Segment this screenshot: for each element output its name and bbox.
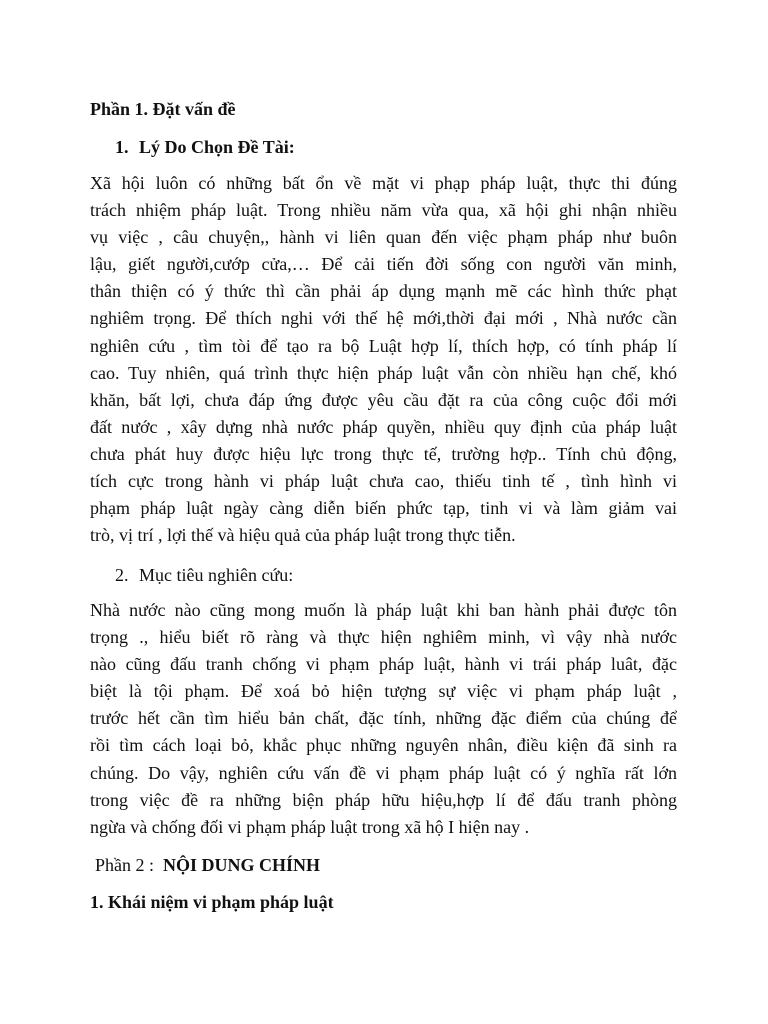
paragraph-line: vụ việc , câu chuyện,, hành vi liên quan đến việc phạm pháp như buôn [90,227,677,248]
paragraph-line: ngừa và chống đối vi phạm pháp luật trong xã hộ I hiện nay . [90,816,530,837]
paragraph-line: trò, vị trí , lợi thế và hiệu quả của pháp luật trong thực tiễn. [90,525,516,546]
paragraph-reason [90,170,677,549]
paragraph-line: khăn, bất lợi, chưa đáp ứng được yêu cầu đặt ra của công cuộc đổi mới [90,389,677,410]
paragraph-line: phạm pháp luật ngày càng diễn biến phức tạp, tinh vi và làm giảm vai [90,498,677,519]
paragraph-line: trọng ., hiểu biết rõ ràng và thực hiện nghiêm minh, vì vậy nhà nước [90,627,677,648]
paragraph-line: trong việc đề ra những biện pháp hữu hiệu,hợp lí để đấu tranh phòng [90,789,677,810]
paragraph-line: nghiên cứu , tìm tòi để tạo ra bộ Luật hợp lí, thích hợp, có tính pháp lí [90,335,677,356]
paragraph-line: nào cũng đấu tranh chống vi phạm pháp luật, hành vi trái pháp luât, đặc [90,654,677,675]
part2-prefix: Phần 2 : [95,855,155,875]
section2-title: Mục tiêu nghiên cứu: [139,565,294,585]
part2-title: NỘI DUNG CHÍNH [163,855,321,875]
concept-heading: 1. Khái niệm vi phạm pháp luật [90,892,334,912]
paragraph-line: Nhà nước nào cũng mong muốn là pháp luật khi ban hành phải được tôn [90,600,677,620]
paragraph-line: trước hết cần tìm hiểu bản chất, đặc tính, những đặc điểm của chúng để [90,708,677,729]
section1-number: 1. [115,137,129,157]
paragraph-line: tích cực trong hành vi pháp luật chưa cao, thiếu tinh tế , tình hình vi [90,471,677,492]
paragraph-line: rồi tìm cách loại bỏ, khắc phục những nguyên nhân, điều kiện đã sinh ra [90,735,677,756]
paragraph-line: nghiêm trọng. Để thích nghi với thế hệ mới,thời đại mới , Nhà nước cần [90,308,677,329]
paragraph-line: chưa phát huy được hiệu lực trong thực tế, trường hợp.. Tính chủ động, [90,443,677,464]
paragraph-line: cao. Tuy nhiên, quá trình thực hiện pháp luật vẫn còn nhiều hạn chế, khó [90,362,677,383]
section1-title: Lý Do Chọn Đề Tài: [139,137,295,157]
paragraph-line: đất nước , xây dựng nhà nước pháp quyền, nhiều quy định của pháp luật [90,416,677,437]
paragraph-line: trách nhiệm pháp luật. Trong nhiều năm vừa qua, xã hội ghi nhận nhiều [90,200,677,221]
part2-heading [95,852,320,878]
paragraph-line: lậu, giết người,cướp cửa,… Để cải tiến đời sống con người văn minh, [90,254,677,275]
section2-number: 2. [115,565,129,585]
paragraph-line: chúng. Do vậy, nghiên cứu vấn đề vi phạm pháp luật có ý nghĩa rất lớn [90,762,677,783]
paragraph-line: Xã hội luôn có những bất ổn về mặt vi phạp pháp luật, thực thi đúng [90,173,677,193]
paragraph-line: biệt là tội phạm. Để xoá bỏ hiện tượng sự việc vi phạm pháp luật , [90,681,677,702]
paragraph-objective [90,597,677,841]
section2-heading [115,562,293,588]
paragraph-line: thân thiện có ý thức thì cần phải áp dụng mạnh mẽ các hình thức phạt [90,281,677,302]
part1-heading: Phần 1. Đặt vấn đề [90,99,236,119]
section1-heading [115,134,295,160]
